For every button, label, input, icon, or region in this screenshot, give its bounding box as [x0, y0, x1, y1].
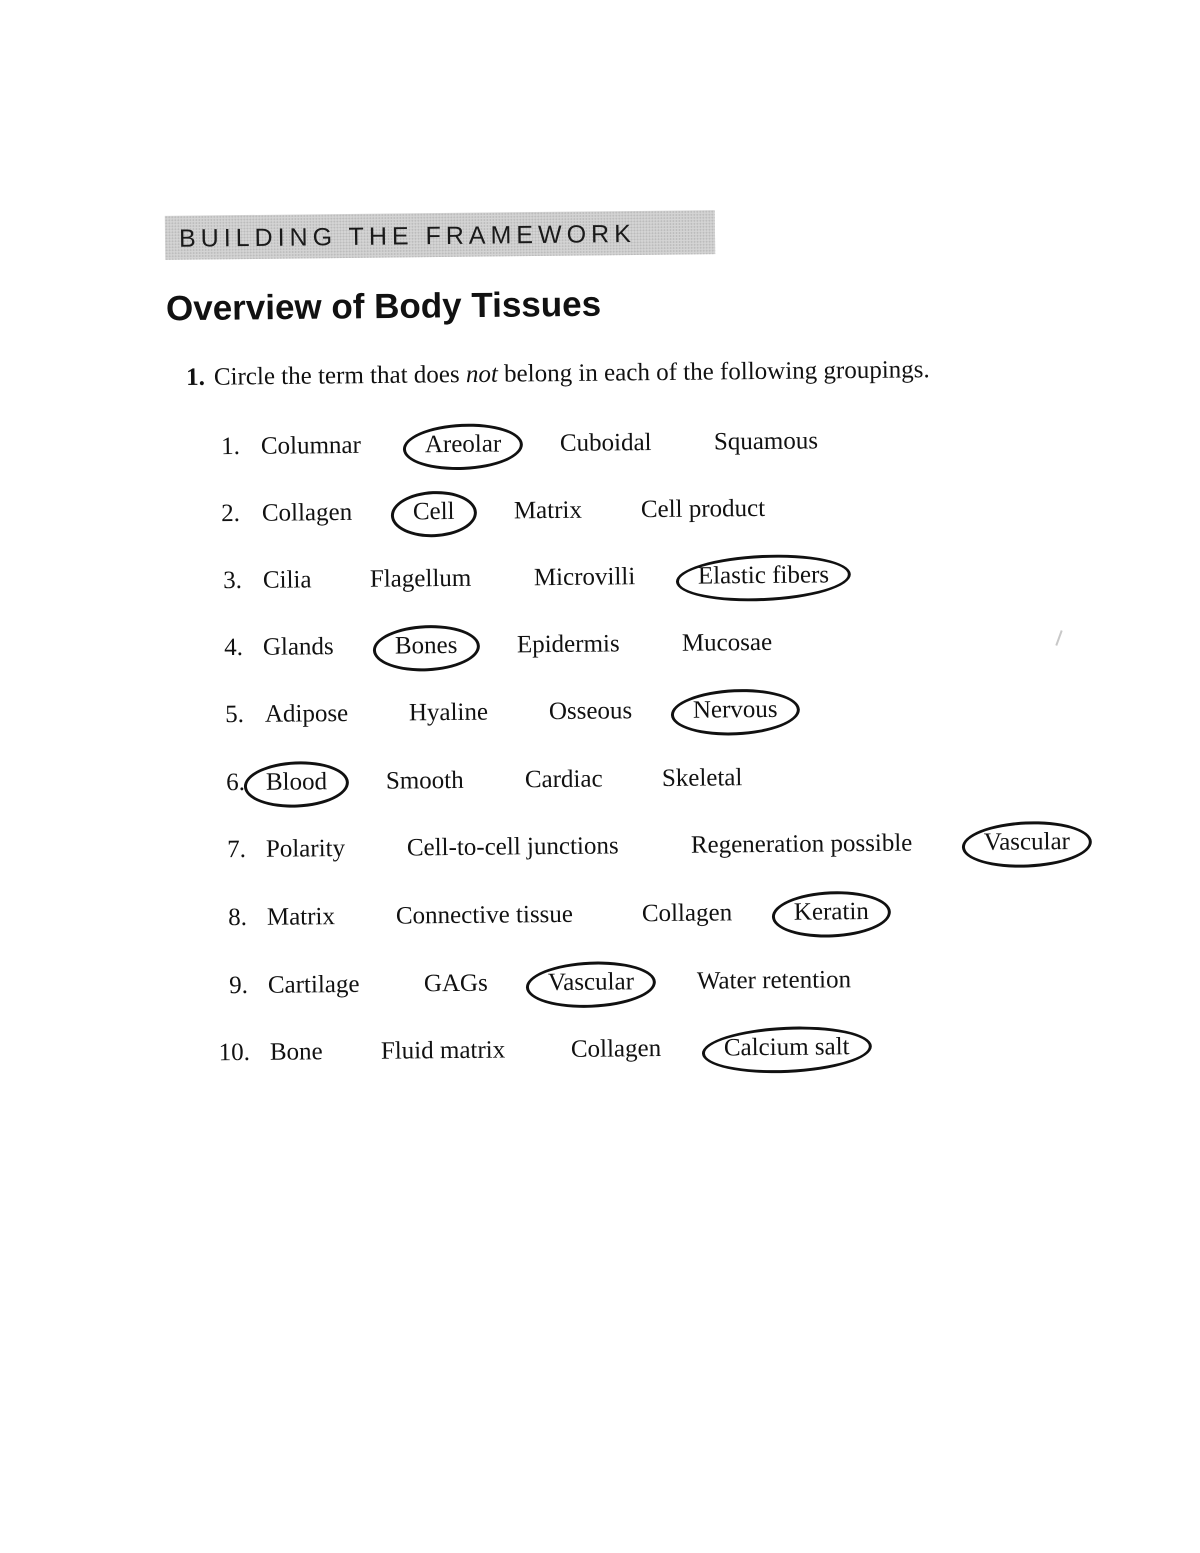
- circled-term[interactable]: Nervous: [692, 695, 778, 724]
- answer-circle: [402, 421, 524, 472]
- term[interactable]: Connective tissue: [395, 900, 574, 930]
- term[interactable]: Squamous: [713, 427, 819, 456]
- answer-circle: [525, 959, 657, 1011]
- page-title: Overview of Body Tissues: [165, 284, 602, 329]
- term[interactable]: Glands: [262, 633, 334, 661]
- grouping-row: [0, 558, 1200, 620]
- grouping-number: 8.: [228, 904, 248, 932]
- grouping-row: [0, 760, 1200, 822]
- circled-term[interactable]: Blood: [265, 768, 328, 796]
- grouping-number: 5.: [225, 701, 245, 729]
- term[interactable]: Cuboidal: [559, 429, 652, 457]
- term[interactable]: Flagellum: [369, 564, 472, 593]
- term[interactable]: Microvilli: [533, 563, 636, 592]
- grouping-number: 10.: [218, 1039, 251, 1067]
- grouping-number: 4.: [224, 634, 244, 662]
- term[interactable]: Adipose: [264, 699, 349, 728]
- banner-text: BUILDING THE FRAMEWORK: [178, 219, 636, 253]
- circled-term[interactable]: Cell: [412, 497, 455, 526]
- term[interactable]: Collagen: [261, 498, 353, 527]
- grouping-number: 1.: [221, 433, 241, 461]
- term[interactable]: Skeletal: [661, 764, 743, 792]
- term[interactable]: Epidermis: [516, 630, 620, 659]
- grouping-row: [0, 963, 1200, 1025]
- term[interactable]: Cartilage: [267, 970, 360, 999]
- term[interactable]: Cardiac: [524, 765, 603, 794]
- grouping-number: 6.: [226, 769, 246, 797]
- term[interactable]: Cilia: [262, 566, 312, 594]
- term[interactable]: Columnar: [260, 431, 362, 460]
- term[interactable]: Regeneration possible: [690, 829, 913, 859]
- grouping-row: [0, 895, 1200, 957]
- term[interactable]: Matrix: [266, 903, 336, 931]
- question-text-end: belong in each of the following groupings.: [497, 356, 930, 388]
- grouping-row: [0, 625, 1200, 687]
- grouping-row: [0, 827, 1200, 889]
- circled-term[interactable]: Bones: [394, 631, 458, 660]
- answer-circle: [243, 759, 350, 810]
- grouping-row: [0, 491, 1200, 553]
- term[interactable]: Collagen: [570, 1035, 662, 1063]
- term[interactable]: Cell-to-cell junctions: [406, 832, 619, 862]
- question-text-start: Circle the term that does: [213, 361, 467, 391]
- term[interactable]: Collagen: [641, 899, 733, 928]
- circled-term[interactable]: Vascular: [983, 828, 1071, 856]
- term[interactable]: GAGs: [423, 969, 488, 998]
- answer-circle: [675, 551, 852, 605]
- term[interactable]: Mucosae: [681, 628, 773, 657]
- grouping-row: [0, 1030, 1200, 1092]
- circled-term[interactable]: Elastic fibers: [697, 561, 830, 590]
- answer-circle: [961, 819, 1093, 871]
- circled-term[interactable]: Keratin: [793, 898, 869, 926]
- term[interactable]: Matrix: [513, 496, 583, 525]
- grouping-row: [0, 692, 1200, 754]
- term[interactable]: Water retention: [696, 966, 852, 995]
- answer-circle: [390, 489, 478, 539]
- answer-circle: [771, 889, 892, 940]
- grouping-number: 7.: [227, 836, 247, 864]
- term[interactable]: Hyaline: [408, 698, 489, 727]
- circled-term[interactable]: Calcium salt: [723, 1033, 850, 1062]
- term[interactable]: Osseous: [548, 697, 633, 726]
- circled-term[interactable]: Areolar: [424, 430, 502, 459]
- grouping-number: 9.: [229, 972, 249, 1000]
- answer-circle: [372, 623, 481, 674]
- grouping-number: 3.: [223, 567, 243, 595]
- grouping-number: 2.: [221, 500, 241, 528]
- circled-term[interactable]: Vascular: [547, 968, 635, 997]
- answer-circle: [701, 1023, 873, 1077]
- term[interactable]: Polarity: [265, 835, 346, 863]
- term[interactable]: Smooth: [385, 766, 464, 795]
- term[interactable]: Bone: [269, 1038, 323, 1066]
- term[interactable]: Cell product: [640, 494, 766, 524]
- answer-circle: [670, 686, 801, 738]
- question-emphasis: not: [465, 360, 498, 389]
- term[interactable]: Fluid matrix: [380, 1036, 506, 1065]
- question-number: 1.: [186, 363, 206, 391]
- grouping-row: [0, 424, 1200, 486]
